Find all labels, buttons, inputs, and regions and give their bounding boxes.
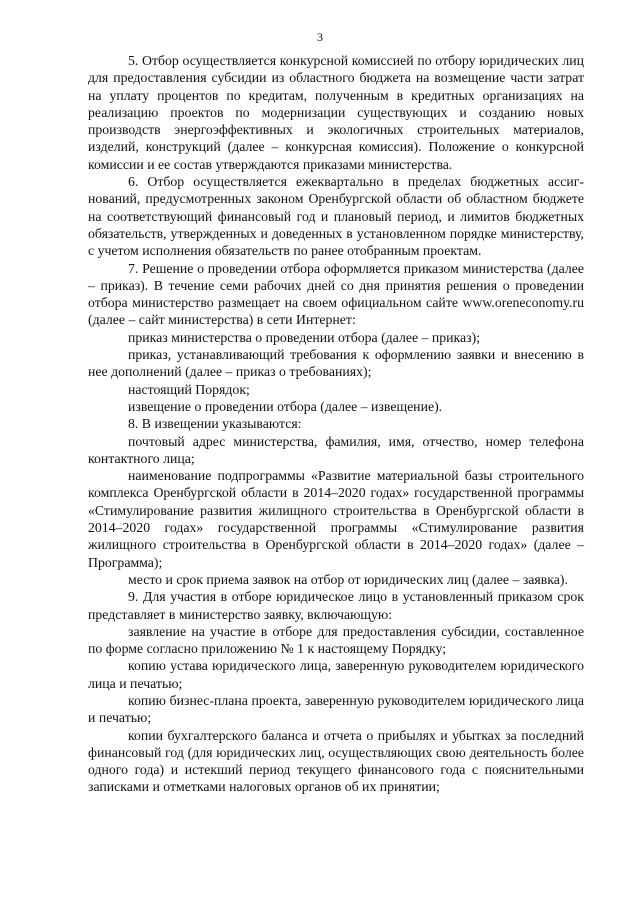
paragraph-9-application: 9. Для участия в отборе юридическое лицо в установленный приказом срок представляет в министерство заявку, включающую:: [88, 589, 584, 622]
list-item-subprogram-name: наименование подпрограммы «Развитие материальной базы строительного комплекса Оренбургской области в 2014–2020 годах» государственной программы «Стимулирование развития жилищного строительства в Оренбургской области в 2014–2020 годах» государственной программы «Стимулирование развития жилищного строительства в Оренбургской области в 2014–2020 годах» (далее – Программа);: [88, 468, 584, 570]
page-number: 3: [317, 30, 323, 44]
list-item-procedure: настоящий Порядок;: [128, 381, 250, 397]
paragraph-5-commission: 5. Отбор осуществляется конкурсной комиссией по отбору юридических лиц для предоставления субсидии из областного бюджета на возмещение части затрат на уплату процентов по кредитам, полученным в кредитных организациях на реализацию проектов по модернизации существующих и созданию новых производств энергоэффективных и экологичных строительных материалов, изделий, конструкций (далее – конкурсная комиссия). Положение о конкурсной комиссии и ее состав утверждаются приказами министерства.: [88, 53, 584, 172]
paragraph-8-notice-contents: 8. В извещении указываются:: [128, 416, 302, 432]
list-item-requirements-order: приказ, устанавливающий требования к оформлению заявки и внесению в нее дополнений (далее – приказ о требованиях);: [88, 347, 584, 380]
list-item-application-form: заявление на участие в отборе для предоставления субсидии, составленное по форме согласно приложению № 1 к настоящему Порядку;: [88, 623, 584, 657]
list-item-postal-address: почтовый адрес министерства, фамилия, имя, отчество, номер телефона контактного лица;: [88, 433, 584, 466]
list-item-charter-copy: копию устава юридического лица, заверенную руководителем юридического лица и печатью;: [88, 658, 584, 691]
list-item-order: приказ министерства о проведении отбора (далее – приказ);: [128, 329, 481, 345]
document-body: [88, 52, 584, 796]
paragraph-6-quarterly-selection: 6. Отбор осуществляется ежеквартально в пределах бюджетных ассигнований, предусмотренных законом Оренбургской области об областном бюджете на соответствующий финансовый год и плановый период, и лимитов бюджетных обязательств, утвержденных и доведенных в установленном порядке министерству, с учетом исполнения обязательств по ранее отобранным проектам.: [88, 174, 584, 259]
list-item-application-deadline: место и срок приема заявок на отбор от юридических лиц (далее – заявка).: [128, 571, 568, 587]
list-item-notice: извещение о проведении отбора (далее – извещение).: [128, 398, 443, 414]
list-item-balance-sheet-copies: копии бухгалтерского баланса и отчета о прибылях и убытках за последний финансовый год (для юридических лиц, осуществляющих свою деятельность более одного года) и истекший период текущего финансового года с пояснительными записками и отметками налоговых органов об их принятии;: [88, 727, 584, 795]
paragraph-7-decision-order: 7. Решение о проведении отбора оформляется приказом министерства (далее – приказ). В течение семи рабочих дней со дня принятия решения о проведении отбора министерство размещает на своем официальном сайте www.oreneconomy.ru (далее – сайт министерства) в сети Интернет:: [88, 260, 584, 328]
list-item-business-plan-copy: копию бизнес-плана проекта, заверенную руководителем юридического лица и печатью;: [88, 692, 584, 726]
